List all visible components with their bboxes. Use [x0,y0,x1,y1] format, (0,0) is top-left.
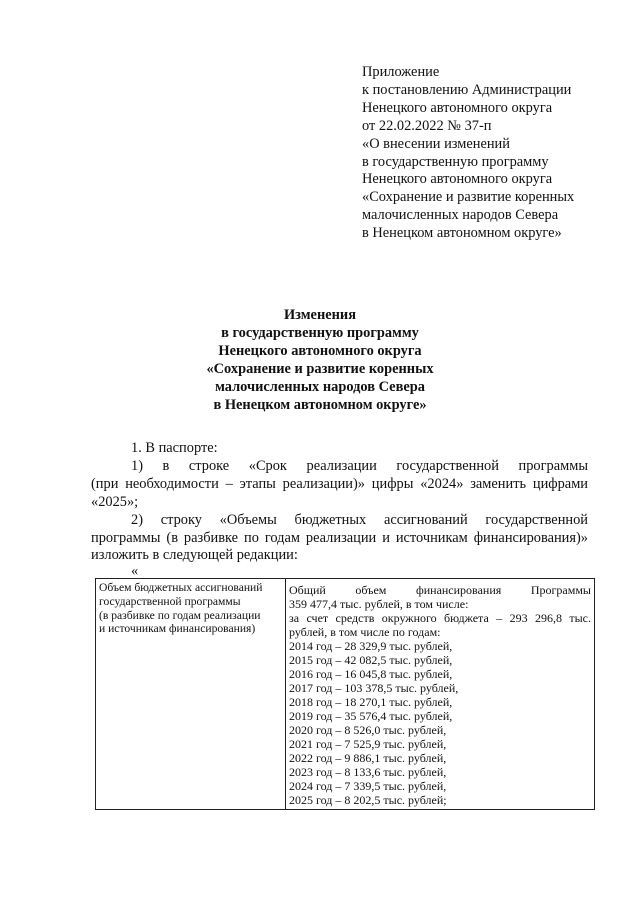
year-line: 2019 год – 35 576,4 тыс. рублей, [289,709,453,723]
appendix-line: «О внесении изменений [362,135,510,152]
appendix-line: к постановлению Администрации [362,81,572,98]
year-line: 2025 год – 8 202,5 тыс. рублей; [289,793,447,807]
paragraph-item-1-rest: (при необходимости – этапы реализации)» цифры «2024» заменить цифрами «2025»; [91,475,588,510]
label-line: (в разбивке по годам реализации [99,608,261,622]
appendix-line: Ненецкого автономного округа [362,99,553,116]
year-line: 2016 год – 16 045,8 тыс. рублей, [289,667,453,681]
value-line: Общий объем финансирования Программы [289,583,591,597]
opening-quote: « [131,563,139,579]
appendix-line: малочисленных народов Севера [362,207,559,224]
year-line: 2024 год – 7 339,5 тыс. рублей, [289,779,447,793]
year-line: 2023 год – 8 133,6 тыс. рублей, [289,765,447,779]
title-line: малочисленных народов Севера [215,378,425,395]
year-line: 2015 год – 42 082,5 тыс. рублей, [289,653,453,667]
value-line: 359 477,4 тыс. рублей, в том числе: [289,597,469,611]
title-line: «Сохранение и развитие коренных [206,360,434,377]
paragraph-item-2-line: 2) строку «Объемы бюджетных ассигнований государственной [131,511,588,528]
budget-table [95,578,595,810]
year-line: 2020 год – 8 526,0 тыс. рублей, [289,723,447,737]
title-line: в государственную программу [221,324,419,341]
title-line: Изменения [283,307,356,323]
label-line: Объем бюджетных ассигнований [99,581,263,594]
value-line: за счет средств окружного бюджета – 293 296,8 тыс. [289,611,591,625]
year-line: 2021 год – 7 525,9 тыс. рублей, [289,737,447,751]
value-line: рублей, в том числе по годам: [289,625,441,639]
paragraph-item-2-rest: программы (в разбивке по годам реализации и источникам финансирования)» изложить в следующей редакции: [91,529,588,564]
year-line: 2018 год – 18 270,1 тыс. рублей, [289,695,453,709]
paragraph-passport: 1. В паспорте: [131,440,218,456]
table-row [96,579,595,810]
document-body [91,440,588,565]
year-line: 2014 год – 28 329,9 тыс. рублей, [289,639,453,653]
document-title [0,307,640,414]
appendix-line: в Ненецком автономном округе» [362,225,562,242]
appendix-header [362,64,624,243]
year-line: 2017 год – 103 378,5 тыс. рублей, [289,681,459,695]
appendix-line: Приложение [362,64,440,80]
paragraph-item-1-line: 1) в строке «Срок реализации государственной программы [131,457,588,474]
title-line: в Ненецком автономном округе» [213,396,427,413]
label-line: и источникам финансирования) [99,622,256,636]
title-line: Ненецкого автономного округа [218,342,422,359]
table-cell-label [96,579,286,810]
year-line: 2022 год – 9 886,1 тыс. рублей, [289,751,447,765]
table-cell-value [286,579,595,810]
label-line: государственной программы [99,594,241,608]
appendix-line: «Сохранение и развитие коренных [362,189,575,206]
appendix-line: в государственную программу [362,153,549,170]
appendix-line: от 22.02.2022 № 37-п [362,117,492,134]
appendix-line: Ненецкого автономного округа [362,171,553,188]
